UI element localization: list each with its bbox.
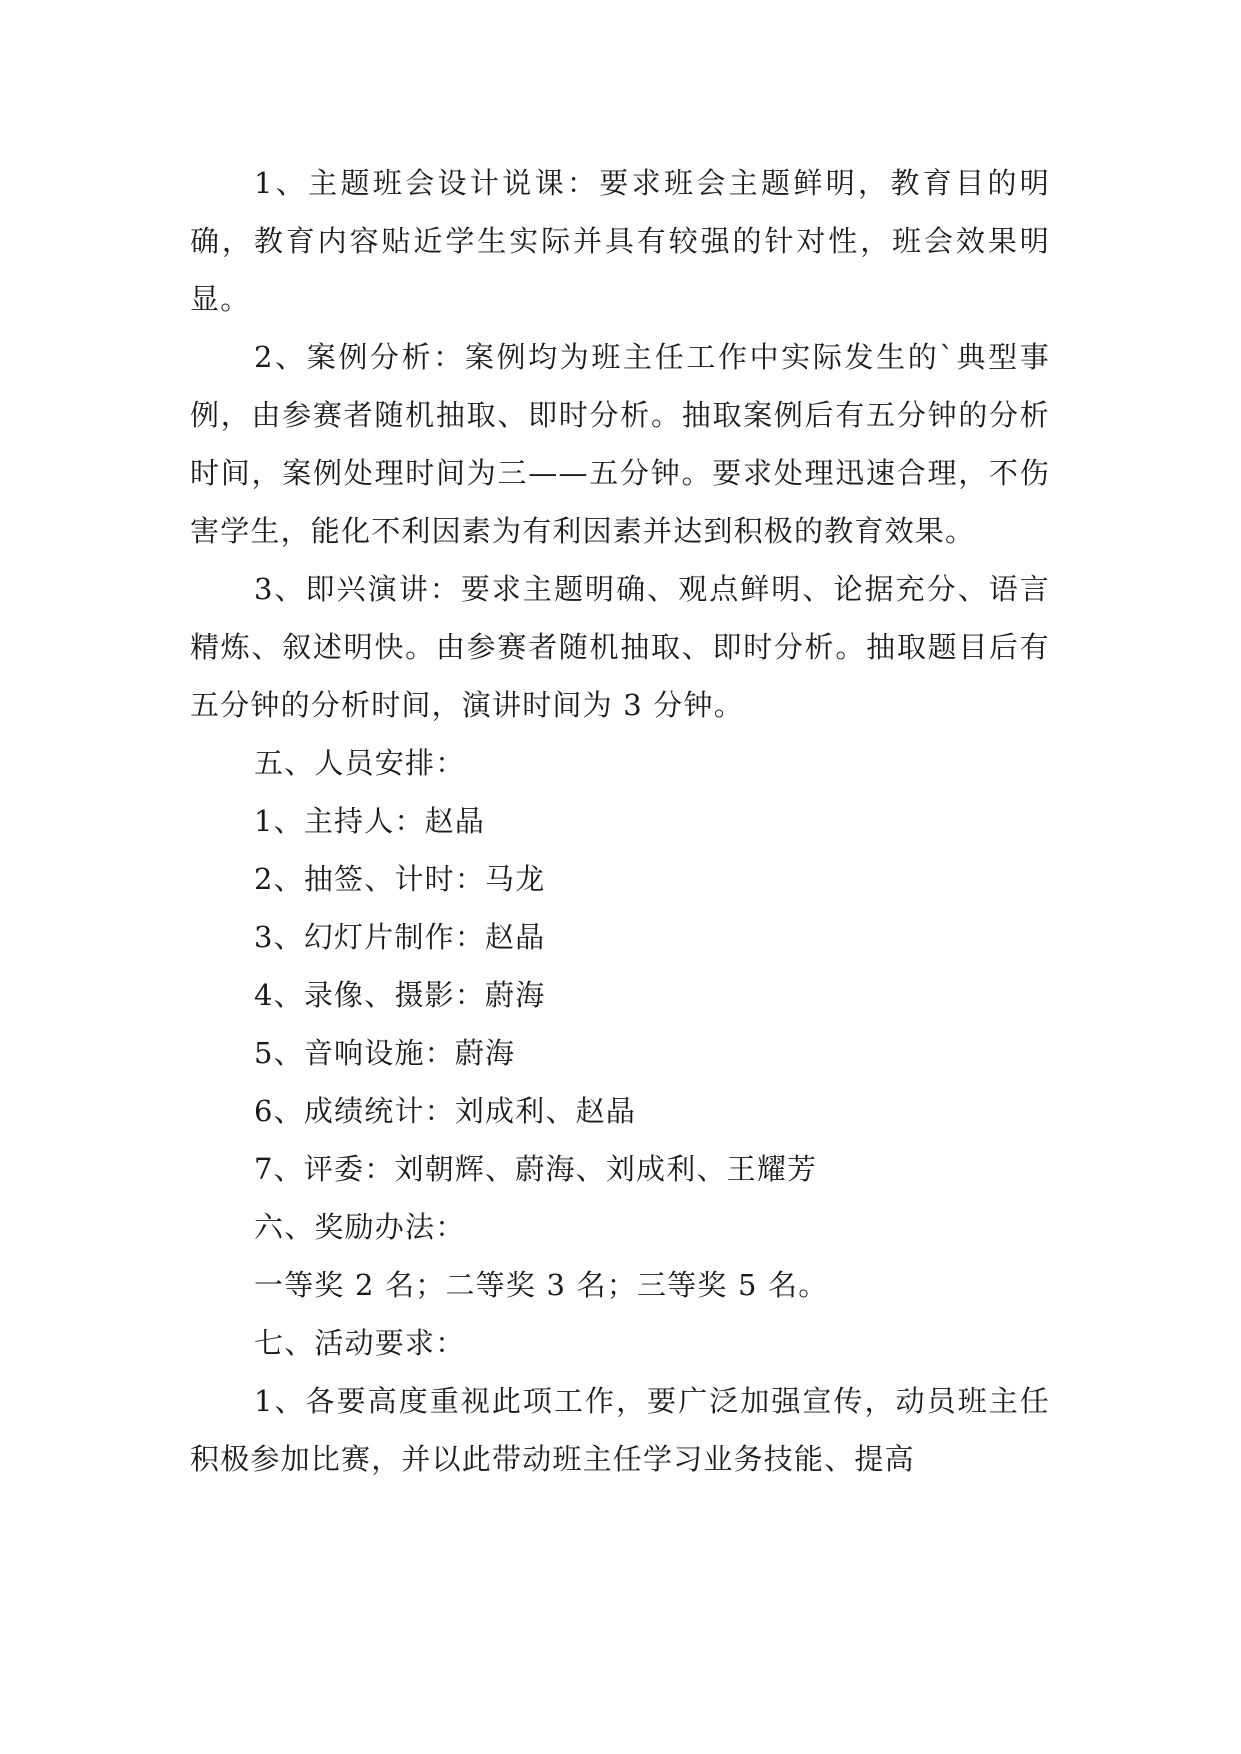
staff-item-judges: 7、评委：刘朝辉、蔚海、刘成利、王耀芳 [254,1152,818,1186]
section-heading-requirements: 七、活动要求： [254,1326,466,1360]
paragraph-case-analysis: 2、案例分析：案例均为班主任工作中实际发生的`典型事例，由参赛者随机抽取、即时分析。抽取案例后有五分钟的分析时间，案例处理时间为三——五分钟。要求处理迅速合理，不伤害学生，能化不利因素为有利因素并达到积极的教育效果。 [190,340,1050,548]
staff-item-scoring: 6、成绩统计：刘成利、赵晶 [254,1094,637,1128]
staff-item-audio: 5、音响设施：蔚海 [254,1036,516,1070]
staff-item-host: 1、主持人：赵晶 [254,804,486,838]
paragraph-impromptu-speech: 3、即兴演讲：要求主题明确、观点鲜明、论据充分、语言精炼、叙述明快。由参赛者随机抽取、即时分析。抽取题目后有五分钟的分析时间，演讲时间为 3 分钟。 [190,572,1050,722]
section-heading-staffing: 五、人员安排： [254,746,466,780]
section-heading-awards: 六、奖励办法： [254,1210,466,1244]
awards-detail: 一等奖 2 名；二等奖 3 名；三等奖 5 名。 [254,1268,829,1302]
staff-item-video-photo: 4、录像、摄影：蔚海 [254,978,546,1012]
paragraph-class-meeting-design: 1、主题班会设计说课：要求班会主题鲜明，教育目的明确，教育内容贴近学生实际并具有较强的针对性，班会效果明显。 [190,166,1050,316]
requirement-item-1: 1、各要高度重视此项工作，要广泛加强宣传，动员班主任积极参加比赛，并以此带动班主任学习业务技能、提高 [190,1384,1050,1476]
document-body [190,154,1050,1488]
staff-item-drawing-timing: 2、抽签、计时：马龙 [254,862,546,896]
staff-item-slides: 3、幻灯片制作：赵晶 [254,920,546,954]
